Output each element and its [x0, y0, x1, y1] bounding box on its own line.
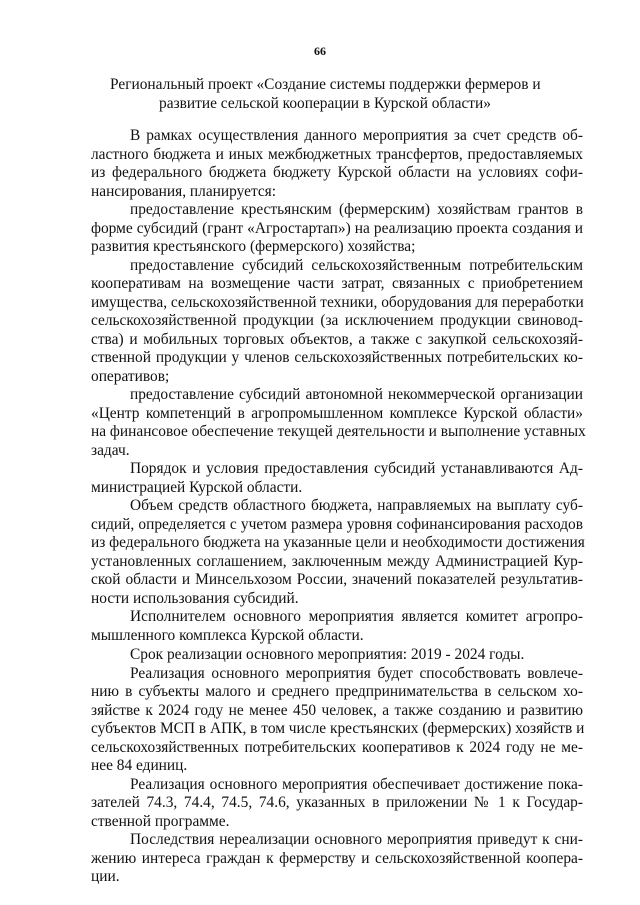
text-line: Исполнителем основного мероприятия является комитет агропро-	[130, 608, 583, 625]
text-line: сельскохозяйственной продукции (за исключением продукции свиновод-	[91, 312, 583, 329]
text-line: из федерального бюджета на указанные цели и необходимости достижения	[91, 534, 585, 551]
text-line: предоставление субсидий сельскохозяйственным потребительским	[130, 256, 583, 274]
text-line: оперативов;	[91, 367, 170, 385]
text-line: нию в субъекты малого и среднего предпринимательства в сельском хо-	[91, 683, 583, 700]
text-line: Порядок и условия предоставления субсидий устанавливаются Ад-	[130, 460, 583, 477]
heading-line: Региональный проект «Создание системы поддержки фермеров и	[110, 76, 541, 93]
text-line: «Центр компетенций в агропромышленном комплексе Курской области»	[91, 404, 583, 422]
text-line: зяйстве к 2024 году не менее 450 человек, а также созданию и развитию	[91, 701, 583, 719]
text-line: ства) и мобильных торговых объектов, а также с закупкой сельскохозяй-	[91, 330, 583, 348]
section-heading	[110, 76, 540, 113]
paragraph-budget-volume	[91, 497, 583, 608]
text-line: сельскохозяйственных потребительских кооперативов к 2024 году не ме-	[91, 738, 583, 756]
text-line: предоставление крестьянским (фермерским) хозяйствам грантов в	[130, 201, 583, 218]
text-line: форме субсидий (грант «Агростартап») на реализацию проекта создания и	[91, 219, 583, 237]
text-line: Срок реализации основного мероприятия: 2019 - 2024 годы.	[130, 646, 525, 663]
heading-line: развитие сельской кооперации в Курской области»	[159, 94, 491, 112]
paragraph-competence-center	[91, 386, 586, 460]
paragraph-expected-results	[91, 665, 583, 776]
text-line: субъектов МСП в АПК, в том числе крестьянских (фермерских) хозяйств и	[91, 720, 585, 737]
text-line: Реализация основного мероприятия будет способствовать вовлече-	[130, 664, 583, 682]
paragraph-timeline	[91, 646, 583, 665]
text-line: нее 84 единиц.	[91, 757, 188, 774]
text-line: сидий, определяется с учетом размера уровня софинансирования расходов	[91, 515, 583, 533]
text-line: министрацией Курской области.	[91, 478, 303, 496]
paragraph-consequences	[91, 831, 583, 887]
page-number: 66	[314, 44, 326, 58]
text-line: мышленного комплекса Курской области.	[91, 626, 364, 644]
text-line: из федерального бюджета бюджету Курской области на условиях софи-	[91, 164, 583, 181]
text-line: ности использования субсидий.	[91, 589, 299, 607]
text-line: кооперативам на возмещение части затрат, связанных с приобретением	[91, 275, 583, 292]
text-line: ской области и Минсельхозом России, значений показателей результатив-	[91, 571, 583, 588]
paragraph-procedure	[91, 460, 583, 497]
text-line: ции.	[91, 868, 120, 885]
text-line: ластного бюджета и иных межбюджетных трансфертов, предоставляемых	[91, 145, 583, 163]
text-line: задач.	[91, 441, 130, 459]
text-line: Последствия нереализации основного мероприятия приведут к сни-	[130, 831, 583, 848]
text-line: ственной продукции у членов сельскохозяйственных потребительских ко-	[91, 349, 583, 366]
paragraph-cooperative-subsidies	[91, 257, 583, 387]
text-line: на финансовое обеспечение текущей деятельности и выполнение уставных	[91, 423, 586, 440]
paragraph-executor	[91, 608, 583, 645]
text-line: зателей 74.3, 74.4, 74.5, 74.6, указанных в приложении № 1 к Государ-	[91, 794, 583, 811]
text-line: В рамках осуществления данного мероприятия за счет средств об-	[130, 127, 583, 144]
paragraph-indicators	[91, 776, 583, 832]
paragraph-agrostartup-grants	[91, 201, 583, 257]
text-line: ственной программе.	[91, 812, 230, 830]
text-line: жению интереса граждан к фермерству и сельскохозяйственной коопера-	[91, 849, 583, 867]
text-line: Реализация основного мероприятия обеспечивает достижение пока-	[130, 775, 583, 793]
text-line: развития крестьянского (фермерского) хозяйства;	[91, 238, 416, 255]
text-line: предоставление субсидий автономной некоммерческой организации	[130, 386, 583, 403]
text-line: Объем средств областного бюджета, направляемых на выплату суб-	[130, 497, 583, 514]
text-line: установленных соглашением, заключенным между Администрацией Кур-	[91, 552, 583, 570]
paragraph-funding-intro	[91, 127, 583, 201]
text-line: имущества, сельскохозяйственной техники, оборудования для переработки	[91, 293, 584, 311]
body-text	[91, 127, 586, 887]
text-line: нансирования, планируется:	[91, 182, 277, 200]
